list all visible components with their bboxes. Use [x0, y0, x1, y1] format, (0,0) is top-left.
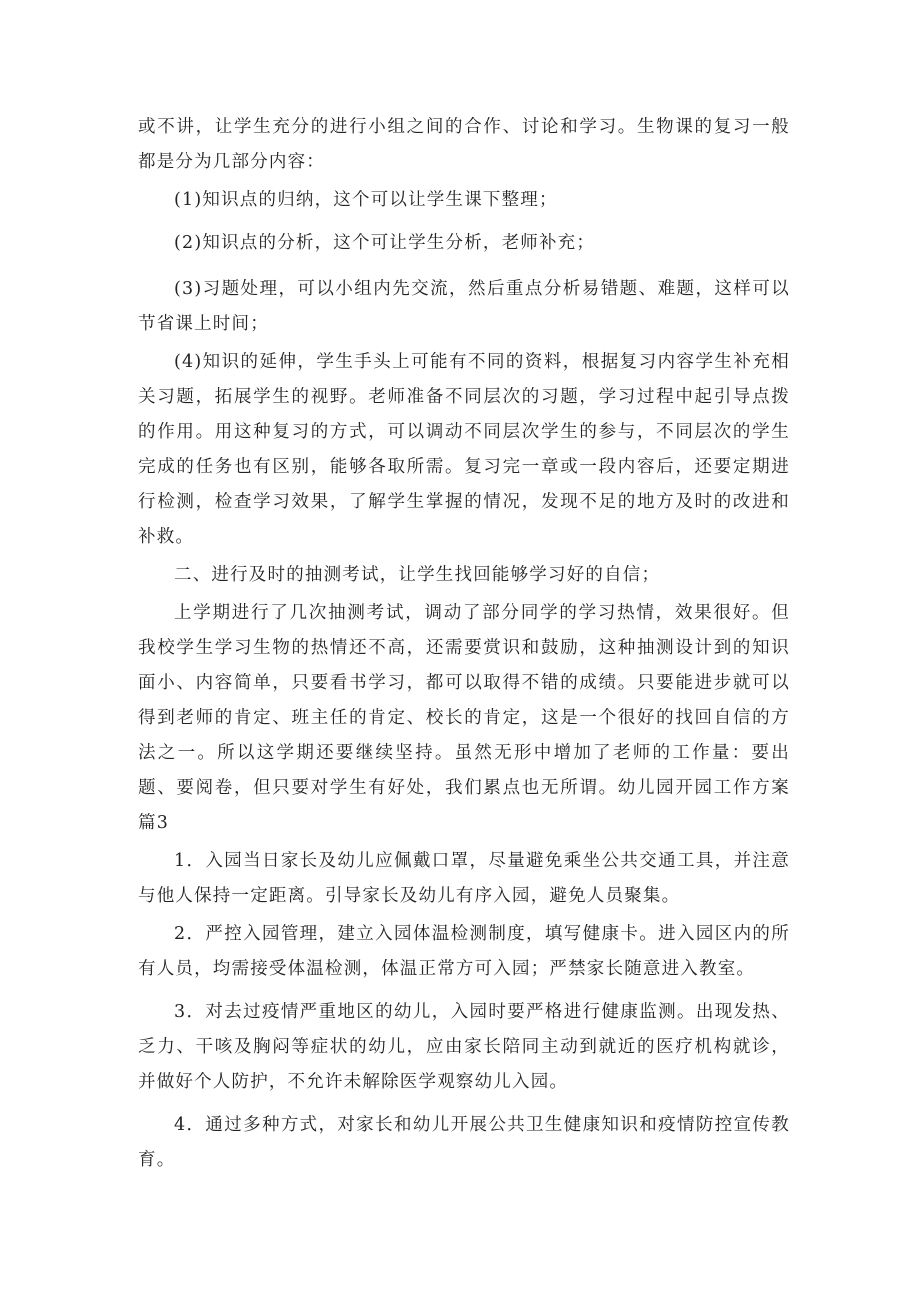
document-body: [138, 110, 790, 1178]
section-heading-2: 二、进行及时的抽测考试，让学生找回能够学习好的自信；: [174, 565, 661, 585]
numbered-item-2: 2．严控入园管理，建立入园体温检测制度，填写健康卡。进入园区内的所有人员，均需接受体温检测，体温正常方可入园；严禁家长随意进入教室。: [138, 924, 790, 979]
numbered-item-4: 4．通过多种方式，对家长和幼儿开展公共卫生健康知识和疫情防控宣传教育。: [138, 1115, 790, 1170]
paragraph-exam: 上学期进行了几次抽测考试，调动了部分同学的学习热情，效果很好。但我校学生学习生物的热情还不高，还需要赏识和鼓励，这种抽测设计到的知识面小、内容简单，只要看书学习，都可以取得不错的成绩。只要能进步就可以得到老师的肯定、班主任的肯定、校长的肯定，这是一个很好的找回自信的方法之一。所以这学期还要继续坚持。虽然无形中增加了老师的工作量：要出题、要阅卷，但只要对学生有好处，我们累点也无所谓。幼儿园开园工作方案篇3: [138, 603, 790, 833]
numbered-item-1: 1．入园当日家长及幼儿应佩戴口罩，尽量避免乘坐公共交通工具，并注意与他人保持一定距离。引导家长及幼儿有序入园，避免人员聚集。: [138, 851, 790, 906]
list-item-2: (2)知识点的分析，这个可让学生分析，老师补充；: [174, 233, 596, 253]
list-item-4: (4)知识的延伸，学生手头上可能有不同的资料，根据复习内容学生补充相关习题，拓展学生的视野。老师准备不同层次的习题，学习过程中起引导点拨的作用。用这种复习的方式，可以调动不同层次学生的参与，不同层次的学生完成的任务也有区别，能够各取所需。复习完一章或一段内容后，还要定期进行检测，检查学习效果，了解学生掌握的情况，发现不足的地方及时的改进和补救。: [138, 352, 790, 547]
numbered-item-3: 3．对去过疫情严重地区的幼儿，入园时要严格进行健康监测。出现发热、乏力、干咳及胸闷等症状的幼儿，应由家长陪同主动到就近的医疗机构就诊，并做好个人防护，不允许未解除医学观察幼儿入园。: [138, 1002, 790, 1092]
list-item-1: (1)知识点的归纳，这个可以让学生课下整理；: [174, 190, 558, 210]
list-item-3: (3)习题处理，可以小组内先交流，然后重点分析易错题、难题，这样可以节省课上时间；: [138, 279, 790, 334]
paragraph-intro: 或不讲，让学生充分的进行小组之间的合作、讨论和学习。生物课的复习一般都是分为几部分内容：: [138, 117, 790, 172]
